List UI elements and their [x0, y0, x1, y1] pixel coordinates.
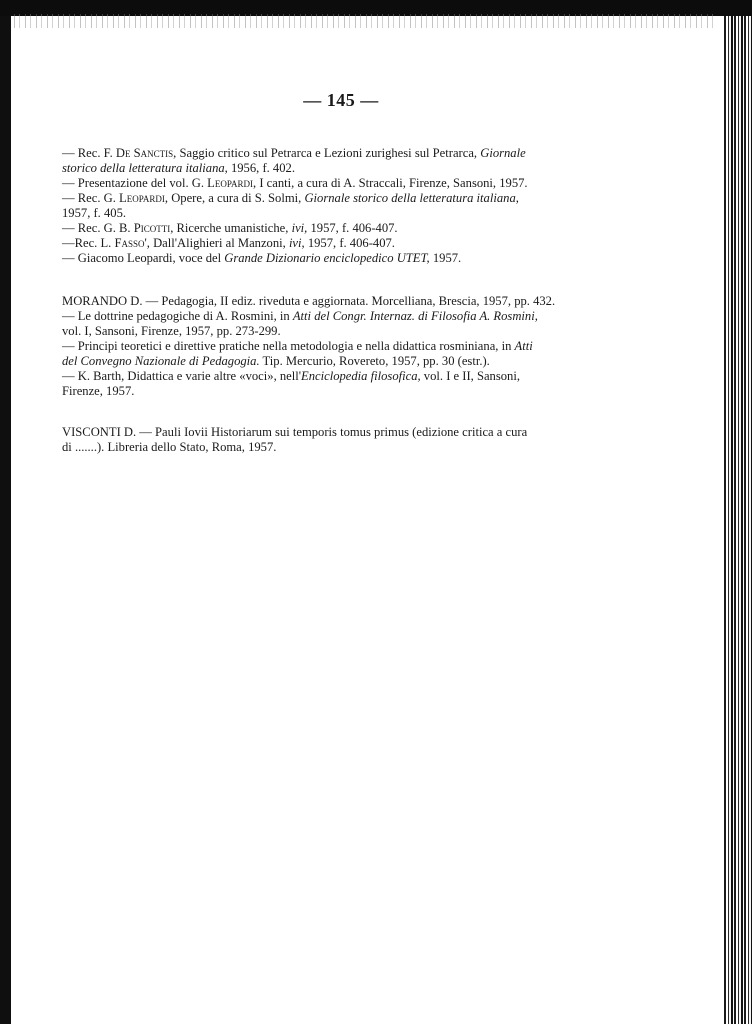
- entry-text: , I canti, a cura di A. Straccali, Firenze, Sansoni, 1957.: [253, 176, 528, 190]
- entry-line: [62, 369, 520, 383]
- entry-continuation-line: [62, 384, 662, 399]
- entry-text: — K. Barth, Didattica e varie altre «voci», nell': [62, 369, 302, 383]
- bibliography-entry: [62, 369, 662, 399]
- bibliography-entry: [62, 221, 662, 236]
- author-name: Leopardi: [207, 176, 254, 190]
- bibliography-entry: [62, 309, 662, 339]
- author-name: De Sanctis: [115, 146, 174, 160]
- bibliography-entry: [62, 425, 662, 455]
- entry-italic-title: Grande Dizionario enciclopedico UTET,: [224, 251, 430, 265]
- entry-text: , Dall'Alighieri al Manzoni,: [146, 236, 289, 250]
- entry-line: [62, 294, 555, 308]
- entry-text: — Rec. F.: [62, 146, 116, 160]
- entry-italic-title: Giornale: [480, 146, 526, 160]
- entry-continuation-line: [62, 206, 662, 221]
- entry-text: — Principi teoretici e direttive pratiche nella metodologia e nella didattica rosminiana, in: [62, 339, 515, 353]
- entry-text: 1957, f. 406-407.: [307, 221, 398, 235]
- entry-italic-title: Giornale storico della letteratura italiana,: [304, 191, 519, 205]
- entry-italic-title: Atti del Congr. Internaz. di Filosofia A. Rosmini,: [292, 309, 538, 323]
- page-stack-edge: [724, 16, 752, 1024]
- bibliography-entry: [62, 339, 662, 369]
- entry-continuation-line: [62, 440, 662, 455]
- entry-text: , Ricerche umanistiche,: [170, 221, 292, 235]
- entry-italic-title: ivi,: [291, 221, 308, 235]
- entry-text: —Rec. L.: [62, 236, 115, 250]
- entry-text: 1957.: [429, 251, 462, 265]
- entry-continuation-line: [62, 354, 662, 369]
- bibliography-group-2: [62, 294, 662, 399]
- entry-text: 1957, f. 406-407.: [304, 236, 395, 250]
- author-name: Fasso': [114, 236, 147, 250]
- entry-text: VISCONTI D. — Pauli Iovii Historiarum sui temporis tomus primus (edizione critica a cura: [62, 425, 528, 439]
- entry-continuation-line: [62, 324, 662, 339]
- entry-text: — Presentazione del vol. G.: [62, 176, 208, 190]
- entry-text: , Saggio critico sul Petrarca e Lezioni zurighesi sul Petrarca,: [173, 146, 481, 160]
- entry-text: vol. I e II, Sansoni,: [420, 369, 520, 383]
- entry-text: vol. I, Sansoni, Firenze, 1957, pp. 273-299.: [62, 324, 281, 338]
- entry-line: [62, 191, 519, 205]
- entry-text: Firenze, 1957.: [62, 384, 135, 398]
- entry-line: [62, 251, 461, 265]
- entry-line: [62, 176, 528, 190]
- bibliography-group-3: [62, 425, 662, 455]
- entry-text: — Rec. G.: [62, 191, 120, 205]
- entry-line: [62, 236, 395, 250]
- author-name: Picotti: [133, 221, 171, 235]
- bibliography-entry: [62, 294, 662, 309]
- entry-continuation-line: [62, 161, 662, 176]
- entry-text: 1956, f. 402.: [227, 161, 295, 175]
- entry-text: — Le dottrine pedagogiche di A. Rosmini, in: [62, 309, 293, 323]
- bibliography-entry: [62, 176, 662, 191]
- author-name: Leopardi: [119, 191, 165, 205]
- bibliography-entry: [62, 191, 662, 221]
- scan-noise: [14, 14, 714, 28]
- entry-italic-title: Atti: [514, 339, 533, 353]
- entry-text: 1957, f. 405.: [62, 206, 127, 220]
- entry-line: [62, 339, 533, 353]
- entry-text: Tip. Mercurio, Rovereto, 1957, pp. 30 (estr.).: [259, 354, 490, 368]
- bibliography-group-1: [62, 146, 662, 266]
- page-number: — 145 —: [303, 90, 379, 110]
- entry-line: [62, 425, 527, 439]
- entry-italic-title: del Convegno Nazionale di Pedagogia.: [62, 354, 260, 368]
- entry-text: — Rec. G. B.: [62, 221, 134, 235]
- entry-line: [62, 146, 526, 160]
- entry-text: , Opere, a cura di S. Solmi,: [164, 191, 305, 205]
- entry-text: MORANDO D. — Pedagogia, II ediz. riveduta e aggiornata. Morcelliana, Brescia, 1957, pp. 432.: [62, 294, 556, 308]
- entry-italic-title: storico della letteratura italiana,: [62, 161, 228, 175]
- entry-line: [62, 221, 398, 235]
- entry-italic-title: ivi,: [288, 236, 305, 250]
- entry-text: di .......). Libreria dello Stato, Roma, 1957.: [62, 440, 277, 454]
- entry-text: — Giacomo Leopardi, voce del: [62, 251, 225, 265]
- scan-left-border: [0, 16, 11, 1024]
- bibliography-entry: [62, 251, 662, 266]
- entry-italic-title: Enciclopedia filosofica,: [301, 369, 421, 383]
- entry-line: [62, 309, 538, 323]
- bibliography-entry: [62, 236, 662, 251]
- bibliography-entry: [62, 146, 662, 176]
